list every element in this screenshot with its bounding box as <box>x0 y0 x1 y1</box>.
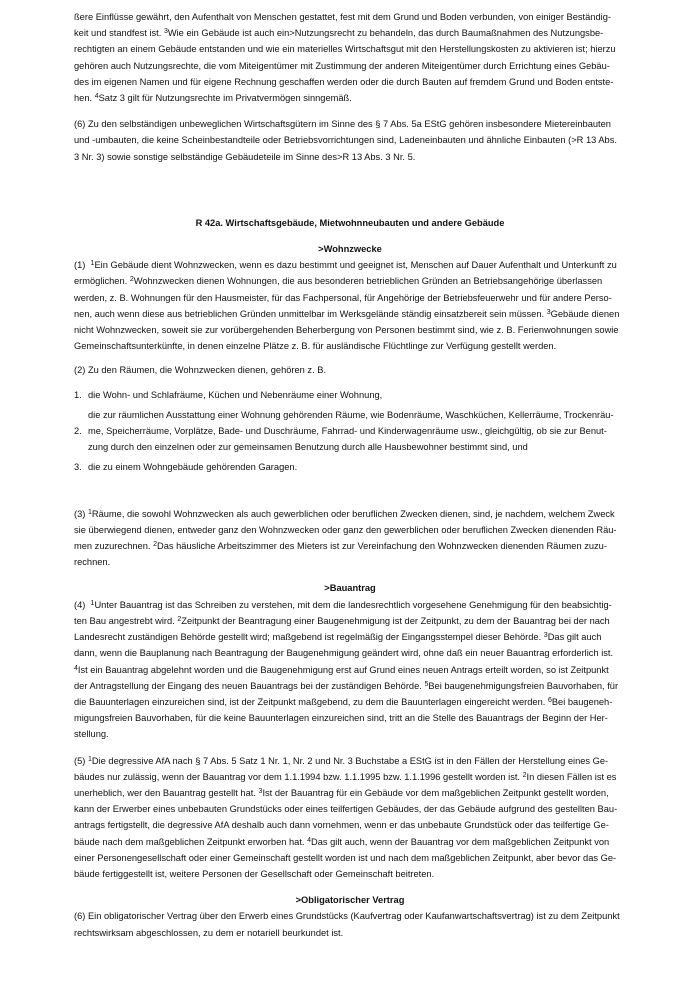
text-line: hen. $^4$Satz 3 gilt für Nutzungsrechte im Privatvermögen sinngemäß. <box>74 93 352 104</box>
text-line: der Antragstellung der Eingang des neuen Bauantrags bei der zuständigen Behörde. $^5$Bei baugenehmigungsfreien Bauvorhaben, für <box>74 680 619 691</box>
text-line: dann, wenn die Bauplanung nach Beantragung der Baugenehmigung geändert wird, ohne daß ein neuer Bauantrag erforderlich ist. <box>74 648 614 659</box>
paragraph-wohn-3 <box>74 506 626 571</box>
sentence-number: 1 <box>90 599 95 607</box>
list-text: me, Speicherräume, Vorplätze, Bade- und Duschräume, Fahrrad- und Kinderwagenräume usw., gleichgültig, ob sie zur Benut- <box>88 426 607 437</box>
list-number: 2. <box>74 426 82 437</box>
text-line: (3) $^1$Räume, die sowohl Wohnzwecken als auch gewerblichen oder beruflichen Zwecken dienen, sind, je nachdem, welchem Zweck <box>74 508 615 519</box>
text-line: unerheblich, wer den Bauantrag gestellt hat. $^3$Ist der Bauantrag für ein Gebäude vor dem maßgeblichen Zeitpunkt gestellt worden, <box>74 787 609 798</box>
room-list <box>74 387 626 476</box>
text-line: die Bauunterlagen einzureichen sind, ist der Zeitpunkt maßgebend, zu dem die Bauunterlagen eingereicht werden. $^6$Bei baugeneh- <box>74 696 613 707</box>
paragraph-6-mietereinbauten <box>74 116 626 165</box>
sentence-number: 4 <box>94 93 99 101</box>
text-line: und -umbauten, die keine Scheinbestandteile oder Betriebsvorrichtungen sind, Ladeneinbauten und ähnliche Einbauten (>R 13 Abs. <box>74 135 617 146</box>
text-line: nicht Wohnzwecken, soweit sie zur vorübergehenden Beherbergung von Personen bestimmt sind, wie z. B. Ferienwohnungen sowie <box>74 325 619 336</box>
text-line: (4) $^1$Unter Bauantrag ist das Schreiben zu verstehen, mit dem die landesrechtlich vorgesehene Genehmigung für den beabsichtig- <box>74 599 612 610</box>
text-line: ermöglichen. $^2$Wohnzwecken dienen Wohnungen, die aus besonderen betrieblichen Gründen an Betriebsangehörige überlassen <box>74 276 603 287</box>
list-number: 1. <box>74 389 82 400</box>
text-line: (6) Zu den selbständigen unbeweglichen Wirtschaftsgütern im Sinne des § 7 Abs. 5a EStG gehören insbesondere Mietereinbauten <box>74 119 611 130</box>
text-line: einer Personengesellschaft oder einer Gemeinschaft gestellt worden ist und nach dem maßgeblichen Zeitpunkt, aber bevor das Ge- <box>74 852 617 863</box>
text-line: gehören auch Nutzungsrechte, die vom Miteigentümer mit Zustimmung der anderen Miteigentümer durch Errichtung eines Gebäu- <box>74 60 610 71</box>
text-line: rechtswirksam abgeschlossen, zu dem er notariell beurkundet ist. <box>74 927 344 938</box>
paragraph-wohn-1 <box>74 257 626 354</box>
text-line: sie überwiegend dienen, entweder ganz den Wohnzwecken oder ganz den gewerblichen oder beruflichen Zwecken dienenden Räu- <box>74 524 617 535</box>
list-number: 3. <box>74 462 82 473</box>
text-line: des im eigenen Namen und für eigene Rechnung geschaffen werden oder die durch Bauten auf fremdem Grund und Boden entste- <box>74 76 614 87</box>
list-item <box>74 459 626 475</box>
sentence-number: 3 <box>163 28 168 36</box>
paragraph-vertrag-6 <box>74 908 626 940</box>
section-title: R 42a. Wirtschaftsgebäude, Mietwohnneubauten und andere Gebäude <box>195 217 505 228</box>
list-item <box>74 387 626 403</box>
sentence-number: 4 <box>307 836 311 844</box>
sentence-number: 4 <box>74 664 78 672</box>
text-line: rechtigten an einem Gebäude entstanden und wie ein materielles Wirtschaftsgut mit den Herstellungskosten zu aktivieren ist; hierzu <box>74 44 616 55</box>
text-line: rechnen. <box>74 557 111 568</box>
paragraph-wohn-2: (2) Zu den Räumen, die Wohnzwecken dienen, gehören z. B. <box>74 365 327 376</box>
text-line: Gemeinschaftsunterkünfte, in denen einzelne Plätze z. B. für ausländische Flüchtlinge zur Verfügung gestellt werden. <box>74 341 557 352</box>
text-line: Landesrecht zuständigen Behörde gestellt wird; maßgebend ist regelmäßig der Eingangsstempel dieser Behörde. $^3$Das gilt auch <box>74 632 602 643</box>
list-text: die zur räumlichen Ausstattung einer Wohnung gehörenden Räume, wie Bodenräume, Waschküchen, Kellerräume, Trockenräu- <box>88 409 614 420</box>
text-line: antrags fertigstellt, die degressive AfA deshalb auch dann vornehmen, wenn er das unbebaute Grundstück oder das teilfertige Ge- <box>74 820 609 831</box>
paragraph-bau-4 <box>74 597 626 743</box>
text-line: kann der Erwerber eines unbebauten Grundstücks oder eines teilfertigen Gebäudes, der das Gebäude aufgrund des gestellten Bau- <box>74 804 618 815</box>
sentence-number: 3 <box>546 308 551 316</box>
sentence-number: 2 <box>129 276 134 284</box>
list-text: zung durch den einzelnen oder zur gemeinsamen Benutzung durch alle Hausbewohner bestimmt sind, und <box>88 442 528 453</box>
text-line: migungsfreien Bauvorhaben, für die keine Bauunterlagen einzureichen sind, tritt an die Stelle des Bauantrags der Beginn der Her- <box>74 713 608 724</box>
text-line: (1) $^1$Ein Gebäude dient Wohnzwecken, wenn es dazu bestimmt und geeignet ist, Menschen auf Dauer Aufenthalt und Unterkunft zu <box>74 260 617 271</box>
subheading-obligatorischer-vertrag[interactable]: >Obligatorischer Vertrag <box>295 895 405 906</box>
sentence-number: 1 <box>87 508 92 516</box>
sentence-number: 5 <box>424 680 429 688</box>
text-line: keit und standfest ist. $^3$Wie ein Gebäude ist auch ein>Nutzungsrecht zu behandeln, das durch Baumaßnahmen des Nutzungsbe- <box>74 28 604 39</box>
sentence-number: 2 <box>522 771 527 779</box>
list-item <box>74 407 626 456</box>
subheading-bauantrag[interactable]: >Bauantrag <box>324 583 376 594</box>
text-line: (6) Ein obligatorischer Vertrag über den Erwerb eines Grundstücks (Kaufvertrag oder Kaufanwartschaftsvertrag) ist zu dem Zeitpunkt <box>74 911 620 922</box>
document-page <box>74 9 626 941</box>
text-line: bäude fertiggestellt ist, weitere Personen der Gesellschaft oder Gemeinschaft beitreten. <box>74 868 435 879</box>
sentence-number: 2 <box>177 615 182 623</box>
sentence-number: 6 <box>547 696 552 704</box>
list-text: die zu einem Wohngebäude gehörenden Garagen. <box>88 462 298 473</box>
text-line: nen, auch wenn diese aus betrieblichen Gründen unmittelbar im Werksgelände ständig einsatzbereit sein müssen. $^3$Gebäude dienen <box>74 308 620 319</box>
text-line: $^4$Ist ein Bauantrag abgelehnt worden und die Baugenehmigung erst auf Grund eines neuen Antrags erteilt worden, so ist Zeitpunkt <box>74 664 609 675</box>
sentence-number: 3 <box>258 787 263 795</box>
text-line: men zuzurechnen. $^2$Das häusliche Arbeitszimmer des Mieters ist zur Vereinfachung den Wohnzwecken dienenden Räumen zuzu- <box>74 541 607 552</box>
sentence-number: 1 <box>90 260 95 268</box>
paragraph-continuation <box>74 9 626 106</box>
paragraph-bau-5 <box>74 753 626 883</box>
text-line: bäude nach dem maßgeblichen Zeitpunkt erworben hat. $^4$Das gilt auch, wenn der Bauantrag vor dem maßgeblichen Zeitpunkt von <box>74 836 610 847</box>
sentence-number: 1 <box>87 755 92 763</box>
text-line: stellung. <box>74 729 109 740</box>
text-line: ten Bau angestrebt wird. $^2$Zeitpunkt der Beantragung einer Baugenehmigung ist der Zeitpunkt, zu dem der Bauantrag bei der nach <box>74 615 610 626</box>
text-line: bäudes nur zulässig, wenn der Bauantrag vor dem 1.1.1994 bzw. 1.1.1995 bzw. 1.1.1996 gestellt worden ist. $^2$In diesen Fällen ist es <box>74 771 617 782</box>
text-line: (5) $^1$Die degressive AfA nach § 7 Abs. 5 Satz 1 Nr. 1, Nr. 2 und Nr. 3 Buchstabe a EStG ist in den Fällen der Herstellung eines Ge- <box>74 755 609 766</box>
list-text: die Wohn- und Schlafräume, Küchen und Nebenräume einer Wohnung, <box>88 389 383 400</box>
subheading-wohnzwecke[interactable]: >Wohnzwecke <box>318 244 382 255</box>
text-line: ßere Einflüsse gewährt, den Aufenthalt von Menschen gestattet, fest mit dem Grund und Boden verbunden, von einiger Beständig- <box>74 12 611 22</box>
sentence-number: 2 <box>153 541 157 549</box>
sentence-number: 3 <box>543 632 548 640</box>
text-line: werden, z. B. Wohnungen für den Hausmeister, für das Fachpersonal, für Angehörige der Betriebsfeuerwehr und für andere Perso- <box>74 292 612 303</box>
text-line: 3 Nr. 3) sowie sonstige selbständige Gebäudeteile im Sinne des>R 13 Abs. 3 Nr. 5. <box>74 151 416 162</box>
